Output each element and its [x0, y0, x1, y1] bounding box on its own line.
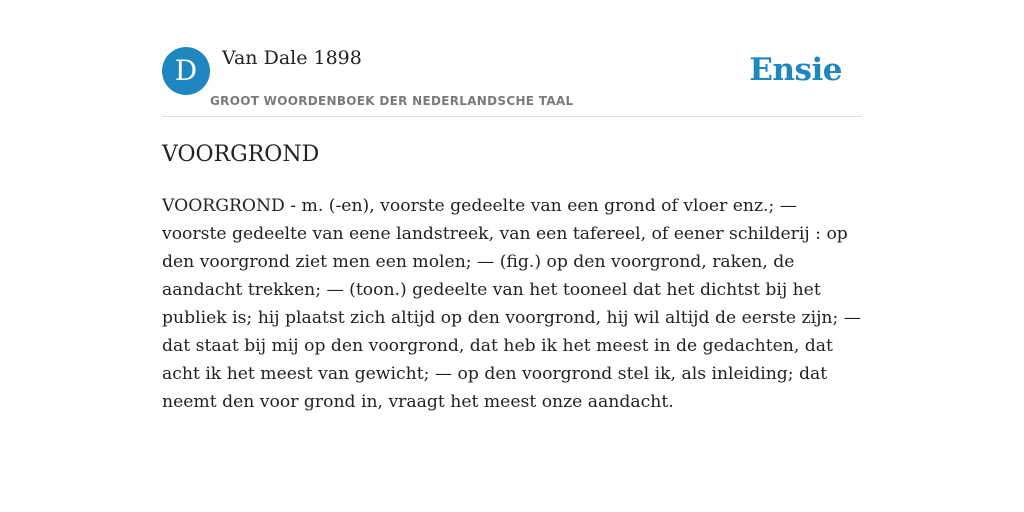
source-header — [162, 46, 862, 117]
source-subtitle: GROOT WOORDENBOEK DER NEDERLANDSCHE TAAL — [210, 94, 574, 108]
entry-headword: VOORGROND — [162, 142, 320, 167]
source-logo-icon: D — [162, 47, 210, 95]
source-title[interactable]: Van Dale 1898 — [222, 47, 362, 69]
brand-logo[interactable]: Ensie — [749, 52, 842, 88]
entry-definition: VOORGROND - m. (-en), voorste gedeelte van een grond of vloer enz.; — voorste gedeelte van eene landstreek, van een tafereel, of eener schilderij : op den voorgrond ziet men een molen; — (fig.) op den voorgrond, raken, de aandacht trekken; — (toon.) gedeelte van het tooneel dat het dichtst bij het publiek is; hij plaatst zich altijd op den voorgrond, hij wil altijd de eerste zijn; — dat staat bij mij op den voorgrond, dat heb ik het meest in de gedachten, dat acht ik het meest van gewicht; — op den voorgrond stel ik, als inleiding; dat neemt den voor grond in, vraagt het meest onze aandacht. — [162, 196, 861, 412]
